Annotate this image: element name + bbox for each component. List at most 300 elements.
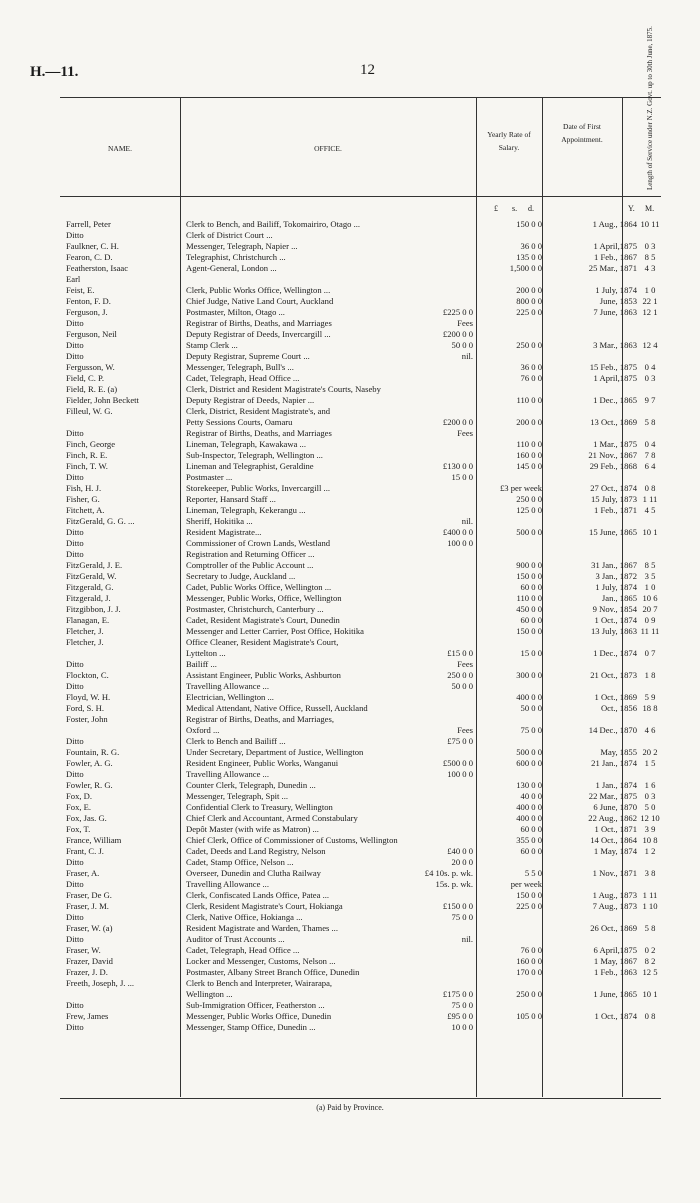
component-amount: Fees [457, 318, 473, 328]
table-row [60, 934, 661, 945]
table-row [60, 747, 661, 758]
component-amount: nil. [461, 516, 473, 526]
appointment-date: 1 Mar., 1875 [593, 439, 637, 449]
staff-name: Fox, T. [66, 824, 91, 834]
office-title: Sub-Immigration Officer, Featherston ... [186, 1000, 325, 1010]
service-length: 8 5 [644, 252, 656, 262]
staff-name: Frazer, J. D. [66, 967, 108, 977]
component-amount: 50 0 0 [451, 681, 473, 691]
table-row [60, 736, 661, 747]
office-title: Postmaster, Milton, Otago ... [186, 307, 285, 317]
office-title: Lyttelton ... [186, 648, 226, 658]
office-title: Lineman, Telegraph, Kawakawa ... [186, 439, 306, 449]
yearly-salary: 160 0 0 [516, 956, 542, 966]
yearly-salary: 225 0 0 [516, 307, 542, 317]
appointment-date: 1 July, 1874 [595, 285, 637, 295]
table-row [60, 538, 661, 549]
service-length: 0 8 [644, 1011, 656, 1021]
table-row [60, 879, 661, 890]
office-title: Messenger, Telegraph, Napier ... [186, 241, 298, 251]
table-row [60, 604, 661, 615]
yearly-salary: 5 5 0 [524, 868, 542, 878]
table-row [60, 395, 661, 406]
table-row [60, 483, 661, 494]
office-title: Deputy Registrar, Supreme Court ... [186, 351, 310, 361]
service-length: 4 5 [644, 505, 656, 515]
service-length: 18 8 [642, 703, 658, 713]
appointment-date: 26 Oct., 1869 [590, 923, 637, 933]
appointment-date: 1 Nov., 1871 [592, 868, 637, 878]
component-amount: £40 0 0 [447, 846, 473, 856]
staff-name: Fitzgerald, G. [66, 582, 114, 592]
service-length: 0 4 [644, 439, 656, 449]
table-row [60, 923, 661, 934]
service-length: 0 4 [644, 362, 656, 372]
office-title: Chief Judge, Native Land Court, Auckland [186, 296, 334, 306]
appointment-date: 7 June, 1863 [593, 307, 637, 317]
staff-name: Ferguson, J. [66, 307, 108, 317]
office-title: Clerk, Public Works Office, Wellington ... [186, 285, 331, 295]
staff-name: Ditto [66, 1000, 84, 1010]
component-amount: £95 0 0 [447, 1011, 473, 1021]
staff-name: Ditto [66, 351, 84, 361]
office-title: Depôt Master (with wife as Matron) ... [186, 824, 319, 834]
office-title: Registrar of Births, Deaths, and Marriages [186, 318, 332, 328]
staff-name: Ditto [66, 912, 84, 922]
yearly-salary: 250 0 0 [516, 494, 542, 504]
staff-name: Fraser, A. [66, 868, 100, 878]
yearly-salary: 76 0 0 [520, 373, 542, 383]
table-row [60, 384, 661, 395]
service-length: 0 7 [644, 648, 656, 658]
staff-name: Fielder, John Beckett [66, 395, 139, 405]
component-amount: 20 0 0 [451, 857, 473, 867]
component-amount: nil. [461, 351, 473, 361]
appointment-date: 14 Oct., 1864 [590, 835, 637, 845]
staff-name: Finch, T. W. [66, 461, 108, 471]
table-row [60, 582, 661, 593]
appointment-date: 25 Mar., 1871 [588, 263, 637, 273]
component-amount: 50 0 0 [451, 340, 473, 350]
service-length: 0 2 [644, 945, 656, 955]
yearly-salary: 300 0 0 [516, 670, 542, 680]
table-row [60, 472, 661, 483]
yearly-salary: 400 0 0 [516, 802, 542, 812]
office-title: Comptroller of the Public Account ... [186, 560, 314, 570]
table-row [60, 659, 661, 670]
service-length: 10 6 [642, 593, 658, 603]
appointment-date: 29 Feb., 1868 [589, 461, 637, 471]
staff-name: Ditto [66, 538, 84, 548]
footnote: (a) Paid by Province. [316, 1103, 384, 1112]
staff-name: Fowler, A. G. [66, 758, 113, 768]
yearly-salary: 60 0 0 [520, 846, 542, 856]
table-row [60, 813, 661, 824]
date-column-header: Date of First Appointment. [561, 122, 603, 144]
office-title: Commissioner of Crown Lands, Westland [186, 538, 331, 548]
component-amount: £175 0 0 [442, 989, 473, 999]
office-title: Cadet, Deeds and Land Registry, Nelson [186, 846, 326, 856]
office-title: Cadet, Resident Magistrate's Court, Dunedin [186, 615, 340, 625]
staff-name: Flanagan, E. [66, 615, 110, 625]
yearly-salary: 355 0 0 [516, 835, 542, 845]
office-title: Messenger, Public Works, Office, Wellington [186, 593, 342, 603]
table-row [60, 912, 661, 923]
yearly-salary: 250 0 0 [516, 989, 542, 999]
staff-name: Fish, H. J. [66, 483, 102, 493]
appointment-date: 15 June, 1865 [589, 527, 637, 537]
table-row [60, 824, 661, 835]
component-amount: 75 0 0 [451, 1000, 473, 1010]
appointment-date: June, 1853 [599, 296, 637, 306]
office-title: Clerk, Confiscated Lands Office, Patea ... [186, 890, 330, 900]
component-amount: 100 0 0 [447, 538, 473, 548]
yearly-salary: 145 0 0 [516, 461, 542, 471]
appointment-date: 3 Mar., 1863 [593, 340, 637, 350]
office-title: Chief Clerk and Accountant, Armed Constabulary [186, 813, 358, 823]
table-row [60, 417, 661, 428]
appointment-date: 6 June, 1870 [593, 802, 637, 812]
office-title: Telegraphist, Christchurch ... [186, 252, 286, 262]
yearly-salary: 50 0 0 [520, 703, 542, 713]
table-row [60, 351, 661, 362]
office-title: Clerk, Native Office, Hokianga ... [186, 912, 303, 922]
appointment-date: 1 Dec., 1865 [593, 395, 637, 405]
component-amount: £200 0 0 [442, 417, 473, 427]
table-row [60, 956, 661, 967]
yearly-salary: 36 0 0 [520, 241, 542, 251]
service-length: 12 4 [642, 340, 658, 350]
service-length: 1 2 [644, 846, 656, 856]
table-row [60, 230, 661, 241]
header-rule [60, 196, 661, 197]
table-row [60, 373, 661, 384]
office-title: Travelling Allowance ... [186, 681, 269, 691]
yearly-salary: 75 0 0 [520, 725, 542, 735]
yearly-salary: 135 0 0 [516, 252, 542, 262]
table-row [60, 241, 661, 252]
component-amount: £200 0 0 [442, 329, 473, 339]
table-row [60, 329, 661, 340]
yearly-salary: 130 0 0 [516, 780, 542, 790]
staff-name: Fletcher, J. [66, 637, 104, 647]
service-length: 4 3 [644, 263, 656, 273]
component-amount: £150 0 0 [442, 901, 473, 911]
service-length: 22 1 [642, 296, 658, 306]
yearly-salary: 225 0 0 [516, 901, 542, 911]
staff-name: FitzGerald, G. G. ... [66, 516, 135, 526]
service-length: 10 8 [642, 835, 658, 845]
service-length: 1 11 [642, 890, 658, 900]
staff-name: Ditto [66, 527, 84, 537]
staff-name: Field, C. P. [66, 373, 104, 383]
service-length: 12 5 [642, 967, 658, 977]
yearly-salary: 900 0 0 [516, 560, 542, 570]
staff-name: Fenton, F. D. [66, 296, 111, 306]
service-length: 3 9 [644, 824, 656, 834]
appointment-date: 1 Feb., 1867 [594, 252, 637, 262]
table-row [60, 670, 661, 681]
staff-name: France, William [66, 835, 122, 845]
staff-name: Fitzgerald, J. [66, 593, 111, 603]
staff-name: Fox, D. [66, 791, 93, 801]
table-row [60, 318, 661, 329]
component-amount: £75 0 0 [447, 736, 473, 746]
staff-name: Fitzgibbon, J. J. [66, 604, 121, 614]
table-row [60, 989, 661, 1000]
staff-name: Feist, E. [66, 285, 95, 295]
staff-name: Fisher, G. [66, 494, 100, 504]
service-length: 12 10 [640, 813, 660, 823]
table-row [60, 571, 661, 582]
staff-name: Ford, S. H. [66, 703, 104, 713]
table-row [60, 527, 661, 538]
component-amount: £4 10s. p. wk. [424, 868, 473, 878]
yearly-salary: 170 0 0 [516, 967, 542, 977]
table-row [60, 714, 661, 725]
staff-name: Field, R. E. (a) [66, 384, 118, 394]
staff-name: Farrell, Peter [66, 219, 111, 229]
yearly-salary: per week [510, 879, 542, 889]
table-row [60, 307, 661, 318]
component-amount: Fees [457, 725, 473, 735]
service-length: 1 8 [644, 670, 656, 680]
office-title: Cadet, Telegraph, Head Office ... [186, 373, 300, 383]
service-length: 12 1 [642, 307, 658, 317]
staff-name: Flockton, C. [66, 670, 109, 680]
table-row [60, 637, 661, 648]
yearly-salary: 105 0 0 [516, 1011, 542, 1021]
staff-name: Ditto [66, 681, 84, 691]
office-title: Messenger, Public Works Office, Dunedin [186, 1011, 332, 1021]
appointment-date: 1 Dec., 1874 [593, 648, 637, 658]
office-title: Travelling Allowance ... [186, 769, 269, 779]
table-row [60, 219, 661, 230]
component-amount: £500 0 0 [442, 758, 473, 768]
table-row [60, 758, 661, 769]
yearly-salary: 160 0 0 [516, 450, 542, 460]
office-title: Clerk of District Court ... [186, 230, 273, 240]
service-length: 0 3 [644, 241, 656, 251]
staff-name: Faulkner, C. H. [66, 241, 119, 251]
office-title: Office Cleaner, Resident Magistrate's Court, [186, 637, 339, 647]
table-row [60, 406, 661, 417]
yearly-salary: 500 0 0 [516, 747, 542, 757]
appointment-date: 13 July, 1863 [591, 626, 637, 636]
table-row [60, 461, 661, 472]
staff-name: Ditto [66, 769, 84, 779]
table-row [60, 340, 661, 351]
office-title: Registrar of Births, Deaths, and Marriages, [186, 714, 334, 724]
component-amount: Fees [457, 659, 473, 669]
office-title: Resident Magistrate... [186, 527, 262, 537]
staff-name: Frant, C. J. [66, 846, 104, 856]
appointment-date: 15 Feb., 1875 [589, 362, 637, 372]
appointment-date: 21 Nov., 1867 [588, 450, 637, 460]
staff-name: Ditto [66, 1022, 84, 1032]
yearly-salary: 400 0 0 [516, 813, 542, 823]
years-unit: Y. [628, 204, 635, 213]
table-row [60, 560, 661, 571]
office-title: Clerk, Resident Magistrate's Court, Hokianga [186, 901, 343, 911]
component-amount: 15s. p. wk. [435, 879, 473, 889]
months-unit: M. [645, 204, 655, 213]
office-title: Clerk, District and Resident Magistrate's Courts, Naseby [186, 384, 381, 394]
staff-name: FitzGerald, W. [66, 571, 117, 581]
service-length: 1 10 [642, 901, 658, 911]
appointment-date: 1 Feb., 1863 [594, 967, 637, 977]
service-length: 7 8 [644, 450, 656, 460]
service-length: 0 3 [644, 791, 656, 801]
yearly-salary: 110 0 0 [516, 593, 542, 603]
component-amount: £225 0 0 [442, 307, 473, 317]
office-title: Medical Attendant, Native Office, Russell, Auckland [186, 703, 368, 713]
office-title: Deputy Registrar of Deeds, Napier ... [186, 395, 315, 405]
office-title: Messenger, Telegraph, Spit ... [186, 791, 288, 801]
office-title: Resident Engineer, Public Works, Wanganui [186, 758, 339, 768]
staff-name: Freeth, Joseph, J. ... [66, 978, 135, 988]
service-length: 8 5 [644, 560, 656, 570]
staff-name: Fitchett, A. [66, 505, 105, 515]
yearly-salary: 400 0 0 [516, 692, 542, 702]
service-length: 1 5 [644, 758, 656, 768]
yearly-salary: 200 0 0 [516, 285, 542, 295]
appointment-date: Jan., 1865 [601, 593, 637, 603]
table-row [60, 901, 661, 912]
yearly-salary: 125 0 0 [516, 505, 542, 515]
yearly-salary: £3 per week [500, 483, 542, 493]
table-row [60, 725, 661, 736]
component-amount: £400 0 0 [442, 527, 473, 537]
yearly-salary: 150 0 0 [516, 571, 542, 581]
service-length: 3 8 [644, 868, 656, 878]
yearly-salary: 36 0 0 [520, 362, 542, 372]
yearly-salary: 150 0 0 [516, 219, 542, 229]
pounds-unit: £ [494, 204, 498, 213]
service-length: 10 1 [642, 989, 658, 999]
appointment-date: 7 Aug., 1873 [592, 901, 637, 911]
yearly-salary: 60 0 0 [520, 582, 542, 592]
table-row [60, 1000, 661, 1011]
yearly-salary: 60 0 0 [520, 615, 542, 625]
office-title: Petty Sessions Courts, Oamaru [186, 417, 293, 427]
office-title: Resident Magistrate and Warden, Thames ... [186, 923, 338, 933]
yearly-salary: 15 0 0 [520, 648, 542, 658]
office-title: Chief Clerk, Office of Commissioner of Customs, Wellington [186, 835, 398, 845]
office-title: Assistant Engineer, Public Works, Ashburton [186, 670, 341, 680]
appointment-date: 21 Oct., 1873 [590, 670, 637, 680]
office-title: Under Secretary, Department of Justice, Wellington [186, 747, 364, 757]
table-row [60, 692, 661, 703]
service-length: 1 0 [644, 582, 656, 592]
table-row [60, 516, 661, 527]
table-row [60, 1022, 661, 1033]
table-row [60, 846, 661, 857]
appointment-date: 1 April,1875 [593, 373, 637, 383]
service-length: 5 8 [644, 923, 656, 933]
office-title: Agent-General, London ... [186, 263, 277, 273]
yearly-salary: 450 0 0 [516, 604, 542, 614]
appointment-date: 1 Feb., 1871 [594, 505, 637, 515]
component-amount: 15 0 0 [451, 472, 473, 482]
office-title: Clerk to Bench and Interpreter, Wairarapa, [186, 978, 333, 988]
service-length: 4 6 [644, 725, 656, 735]
yearly-salary: 110 0 0 [516, 395, 542, 405]
table-row [60, 626, 661, 637]
staff-name: Ditto [66, 428, 84, 438]
office-title: Clerk, District, Resident Magistrate's, and [186, 406, 331, 416]
appointment-date: 27 Oct., 1874 [590, 483, 637, 493]
appointment-date: 1 July, 1874 [595, 582, 637, 592]
office-title: Postmaster, Christchurch, Canterbury ... [186, 604, 324, 614]
table-row [60, 549, 661, 560]
service-length: 0 3 [644, 373, 656, 383]
office-title: Overseer, Dunedin and Clutha Railway [186, 868, 321, 878]
office-title: Reporter, Hansard Staff ... [186, 494, 276, 504]
staff-name: Fowler, R. G. [66, 780, 113, 790]
appointment-date: 1 Oct., 1871 [594, 824, 637, 834]
staff-name: Ditto [66, 879, 84, 889]
staff-name: Ditto [66, 857, 84, 867]
component-amount: 100 0 0 [447, 769, 473, 779]
service-length: 5 8 [644, 417, 656, 427]
staff-name: Filleul, W. G. [66, 406, 113, 416]
appointment-date: 1 Oct., 1869 [594, 692, 637, 702]
staff-name: Fraser, W. [66, 945, 101, 955]
yearly-salary: 600 0 0 [516, 758, 542, 768]
report-code: H.—11. [30, 64, 79, 80]
yearly-salary: 1,500 0 0 [509, 263, 542, 273]
table-row [60, 967, 661, 978]
office-title: Sheriff, Hokitika ... [186, 516, 253, 526]
table-row [60, 362, 661, 373]
office-title: Counter Clerk, Telegraph, Dunedin ... [186, 780, 316, 790]
table-row [60, 505, 661, 516]
office-title: Postmaster ... [186, 472, 233, 482]
office-title: Messenger, Stamp Office, Dunedin ... [186, 1022, 316, 1032]
shillings-unit: s. [512, 204, 518, 213]
component-amount: 75 0 0 [451, 912, 473, 922]
table-row [60, 615, 661, 626]
appointment-date: 22 Aug., 1862 [588, 813, 637, 823]
staff-name: Ditto [66, 934, 84, 944]
appointment-date: 6 April,1875 [593, 945, 637, 955]
table-row [60, 428, 661, 439]
appointment-date: 15 July, 1873 [591, 494, 637, 504]
office-title: Sub-Inspector, Telegraph, Wellington ... [186, 450, 323, 460]
table-row [60, 450, 661, 461]
service-length: 0 9 [644, 615, 656, 625]
appointment-date: Oct., 1856 [600, 703, 637, 713]
table-row [60, 769, 661, 780]
service-length: 10 1 [642, 527, 658, 537]
component-amount: Fees [457, 428, 473, 438]
appointment-date: 1 April,1875 [593, 241, 637, 251]
appointment-date: May, 1855 [600, 747, 637, 757]
staff-name: Finch, R. E. [66, 450, 108, 460]
office-title: Bailiff ... [186, 659, 217, 669]
staff-name: Ditto [66, 659, 84, 669]
appointment-date: 22 Mar., 1875 [588, 791, 637, 801]
table-row [60, 296, 661, 307]
service-length: 5 9 [644, 692, 656, 702]
staff-name: Frazer, David [66, 956, 113, 966]
staff-name: Finch, George [66, 439, 116, 449]
staff-name: Ferguson, Neil [66, 329, 117, 339]
office-column-header: OFFICE. [314, 144, 342, 153]
staff-name: Featherston, Isaac [66, 263, 129, 273]
office-title: Lineman, Telegraph, Kekerangu ... [186, 505, 306, 515]
